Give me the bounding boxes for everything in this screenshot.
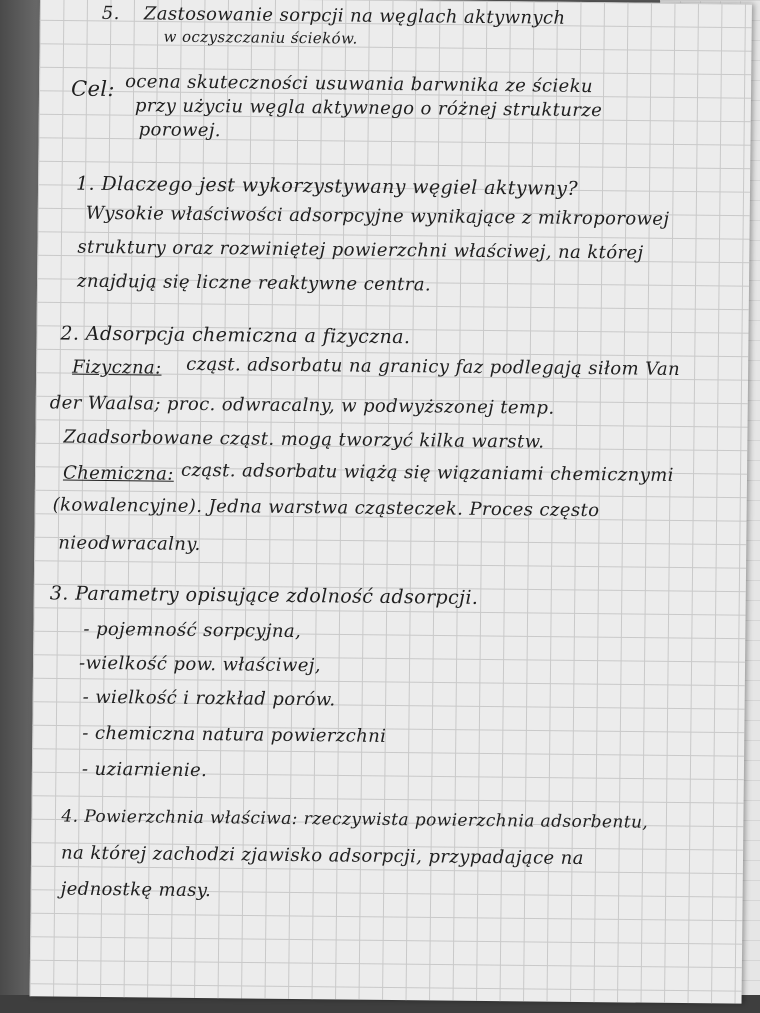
question-3: 3. Parametry opisujące zdolność adsorpcji. (49, 582, 479, 609)
goal-line-3: porowej. (138, 119, 222, 142)
goal-label: Cel: (70, 76, 116, 102)
handwritten-note-sheet (30, 0, 752, 1004)
chemical-label: Chemiczna: (62, 462, 174, 485)
chemical-line-3: nieodwracalny. (58, 532, 201, 555)
question-4-line-1: 4. Powierzchnia właściwa: rzeczywista powierzchnia adsorbentu, (61, 806, 649, 833)
question-4-line-2: na której zachodzi zjawisko adsorpcji, przypadające na (60, 842, 584, 870)
physical-line-2: der Waalsa; proc. odwracalny, w podwyższonej temp. (49, 392, 555, 419)
parameter-item: - pojemność sorpcyjna, (83, 618, 302, 643)
goal-line-2: przy użyciu węgla aktywnego o różnej strukturze (134, 95, 603, 122)
physical-label: Fizyczna: (72, 356, 162, 379)
section-number: 5. (101, 2, 120, 25)
section-title-line-1: Zastosowanie sorpcji na węglach aktywnych (143, 3, 566, 29)
parameter-item: - chemiczna natura powierzchni (82, 722, 387, 747)
parameter-item: - wielkość i rozkład porów. (82, 686, 336, 711)
physical-line-1: cząst. adsorbatu na granicy faz podlegają siłom Van (186, 353, 681, 380)
answer-1-line-1: Wysokie właściwości adsorpcyjne wynikające z mikroporowej (85, 202, 670, 230)
chemical-line-2: (kowalencyjne). Jedna warstwa cząsteczek. Proces często (52, 494, 600, 522)
answer-1-line-3: znajdują się liczne reaktywne centra. (76, 270, 432, 296)
chemical-line-1: cząst. adsorbatu wiążą się wiązaniami chemicznymi (180, 459, 674, 486)
goal-line-1: ocena skuteczności usuwania barwnika ze ścieku (125, 71, 594, 98)
question-2: 2. Adsorpcja chemiczna a fizyczna. (60, 322, 411, 349)
section-title-line-2: w oczyszczaniu ścieków. (163, 27, 358, 48)
question-4-line-3: jednostkę masy. (60, 878, 212, 902)
parameter-item: -wielkość pow. właściwej, (78, 652, 322, 677)
parameter-item: - uziarnienie. (81, 758, 208, 782)
answer-1-line-2: struktury oraz rozwiniętej powierzchni właściwej, na której (77, 236, 644, 264)
question-1: 1. Dlaczego jest wykorzystywany węgiel aktywny? (75, 172, 579, 200)
physical-line-3: Zaadsorbowane cząst. mogą tworzyć kilka warstw. (63, 426, 545, 453)
